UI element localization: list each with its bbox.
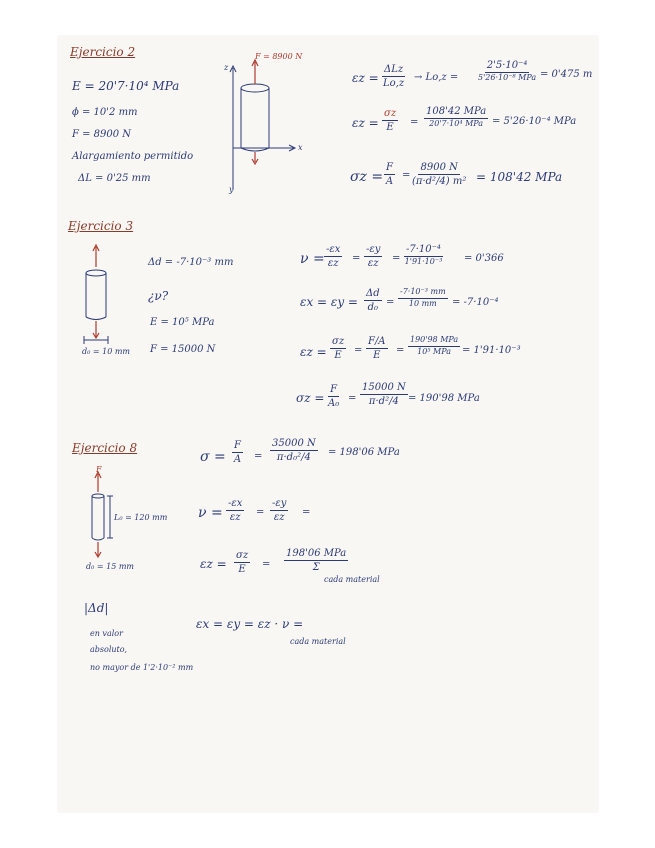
numerator: F <box>234 440 241 451</box>
numerator: 2'5·10⁻⁴ <box>486 60 528 71</box>
ej3-eq1-lhs: ν = <box>300 251 325 267</box>
ej3-force: F = 15000 N <box>150 344 216 355</box>
ej8-eq2-lhs: ν = <box>198 505 223 521</box>
ej8-eq4-note: cada material <box>290 637 346 646</box>
ej3-unknown-nu: ¿ν? <box>148 289 169 303</box>
ej8-eq2-frac1 <box>226 498 244 523</box>
numerator: Δd <box>366 288 380 299</box>
ej3-eq1-result: = 0'366 <box>464 253 504 264</box>
ej3-eq2-frac1 <box>364 288 382 313</box>
ej8-eq2-end: = <box>302 507 311 518</box>
ej2-eq2-lhs: εz = <box>352 116 379 130</box>
ej3-initial-diameter: d₀ = 10 mm <box>82 347 131 356</box>
ej2-eq2-frac1 <box>382 108 398 133</box>
ej2-fig-force-label: F = 8900 N <box>255 52 303 61</box>
ej3-eq3-frac2 <box>366 336 388 361</box>
ej8-eq1-frac1 <box>232 440 243 465</box>
denominator: Σ <box>312 562 320 573</box>
numerator: -εx <box>326 244 341 255</box>
ej2-allowed-elongation-label: Alargamiento permitido <box>72 151 194 162</box>
ej2-eq3-frac2 <box>412 162 466 187</box>
ej3-eq2-frac2 <box>398 288 448 309</box>
ej3-delta-d: Δd = -7·10⁻³ mm <box>148 257 234 268</box>
denominator: A <box>233 454 242 465</box>
ej2-eq2-frac2 <box>424 106 488 129</box>
equals-sign: = <box>348 393 357 404</box>
ej8-abs-line2: absoluto, <box>90 645 128 654</box>
equals-sign: = <box>396 345 405 356</box>
equals-sign: = <box>410 117 419 128</box>
ejercicio-3-title: Ejercicio 3 <box>68 219 134 233</box>
ej3-eq4-frac1 <box>328 384 339 409</box>
numerator: F <box>386 162 393 173</box>
ej2-axis-y: y <box>229 185 234 194</box>
numerator: F/A <box>368 336 386 347</box>
ej3-eq2-result: = -7·10⁻⁴ <box>452 297 499 308</box>
ej8-abs-delta-d: |Δd| <box>84 601 109 615</box>
equals-sign: = <box>354 345 363 356</box>
ej2-bar-diagram <box>225 50 315 200</box>
ej2-eq1-frac2 <box>478 60 536 83</box>
ej8-eq2-frac2 <box>270 498 288 523</box>
equals-sign: = <box>352 253 361 264</box>
numerator: -7·10⁻⁴ <box>406 244 441 255</box>
numerator: 15000 N <box>362 382 406 393</box>
denominator: 10 mm <box>408 298 437 308</box>
ej3-eq3-frac3 <box>408 336 460 357</box>
ej2-eq3-lhs: σz = <box>350 169 384 185</box>
ej3-eq3-frac1 <box>330 336 346 361</box>
ej8-eq3-frac1 <box>234 550 250 575</box>
ej2-eq1-mid: → Lo,z = <box>414 72 459 83</box>
ej2-eq1-lhs: εz = <box>352 71 379 85</box>
ej3-modulus: E = 10⁵ MPa <box>150 317 215 328</box>
ej2-axis-x: x <box>298 143 303 152</box>
denominator: Lo,z <box>383 78 405 89</box>
ej8-initial-length: L₀ = 120 mm <box>114 513 168 522</box>
ej2-modulus: E = 20'7·10⁴ MPa <box>72 79 180 93</box>
denominator: A <box>385 176 394 187</box>
ej3-eq4-result: = 190'98 MPa <box>408 393 480 404</box>
numerator: -εy <box>366 244 381 255</box>
ej8-eq3-frac2 <box>284 548 348 573</box>
ej8-initial-diameter: d₀ = 15 mm <box>86 562 135 571</box>
numerator: ΔLz <box>384 64 404 75</box>
denominator: 10⁵ MPa <box>417 346 452 356</box>
ej3-eq1-frac3 <box>404 244 443 267</box>
equals-sign: = <box>262 559 271 570</box>
denominator: 1'91·10⁻³ <box>404 257 443 266</box>
denominator: 5'26·10⁻⁸ MPa <box>478 73 537 82</box>
denominator: E <box>373 350 381 361</box>
ej2-diameter: ϕ = 10'2 mm <box>72 107 138 118</box>
ej2-force: F = 8900 N <box>72 129 132 140</box>
numerator: 35000 N <box>272 438 316 449</box>
denominator: π·d²/4 <box>368 396 399 407</box>
ej3-eq4-frac2 <box>360 382 408 407</box>
numerator: 198'06 MPa <box>286 548 347 559</box>
ej3-eq4-lhs: σz = <box>296 391 325 405</box>
denominator: (π·d²/4) m² <box>412 176 467 187</box>
equals-sign: = <box>386 297 395 308</box>
ej3-eq2-lhs: εx = εy = <box>300 295 358 309</box>
denominator: 20'7·10⁴ MPa <box>429 119 484 128</box>
ej3-bar-diagram <box>80 245 120 350</box>
denominator: εz <box>273 512 285 523</box>
numerator: 8900 N <box>420 162 458 173</box>
ej2-eq3-frac1 <box>384 162 395 187</box>
ej8-eq3-lhs: εz = <box>200 557 227 571</box>
denominator: d₀ <box>367 302 379 313</box>
ej2-eq3-result: = 108'42 MPa <box>476 170 563 184</box>
numerator: 190'98 MPa <box>408 336 460 347</box>
ej8-eq1-lhs: σ = <box>200 449 226 465</box>
equals-sign: = <box>402 170 411 181</box>
ej8-abs-line1: en valor <box>90 629 123 638</box>
ej3-eq3-lhs: εz = <box>300 345 327 359</box>
equals-sign: = <box>392 253 401 264</box>
ejercicio-8-title: Ejercicio 8 <box>72 441 138 455</box>
equals-sign: = <box>256 507 265 518</box>
ej8-eq1-result: = 198'06 MPa <box>328 447 400 458</box>
denominator: εz <box>367 258 379 269</box>
ej2-eq1-frac1 <box>382 64 405 89</box>
numerator: -εy <box>272 498 287 509</box>
denominator: A₀ <box>328 398 340 409</box>
ej2-eq2-result: = 5'26·10⁻⁴ MPa <box>492 116 577 127</box>
ej2-eq1-result: = 0'475 m <box>540 69 593 80</box>
ej8-abs-line3: no mayor de 1'2·10⁻² mm <box>90 663 194 672</box>
denominator: E <box>386 122 394 133</box>
ej2-axis-z: z <box>224 63 229 72</box>
denominator: E <box>334 350 342 361</box>
denominator: εz <box>229 512 241 523</box>
denominator: E <box>238 564 246 575</box>
ej2-allowed-elongation-value: ΔL = 0'25 mm <box>78 173 151 184</box>
ej8-eq1-frac2 <box>270 438 318 463</box>
ej3-eq1-frac1 <box>324 244 342 269</box>
ej8-fig-force-label: F <box>96 465 102 474</box>
ej8-eq4: εx = εy = εz · ν = <box>196 617 304 631</box>
ej8-eq3-note: cada material <box>324 575 380 584</box>
denominator: εz <box>327 258 339 269</box>
denominator: π·d₀²/4 <box>276 452 311 463</box>
numerator: -εx <box>228 498 243 509</box>
numerator: 108'42 MPa <box>426 106 487 117</box>
numerator: -7·10⁻³ mm <box>398 288 448 299</box>
ej3-eq1-frac2 <box>364 244 382 269</box>
equals-sign: = <box>254 451 263 462</box>
numerator: σz <box>236 550 249 561</box>
numerator: σz <box>332 336 345 347</box>
numerator: F <box>330 384 338 395</box>
ejercicio-2-title: Ejercicio 2 <box>70 45 136 59</box>
ej3-eq3-result: = 1'91·10⁻³ <box>462 345 521 356</box>
numerator: σz <box>384 108 397 119</box>
